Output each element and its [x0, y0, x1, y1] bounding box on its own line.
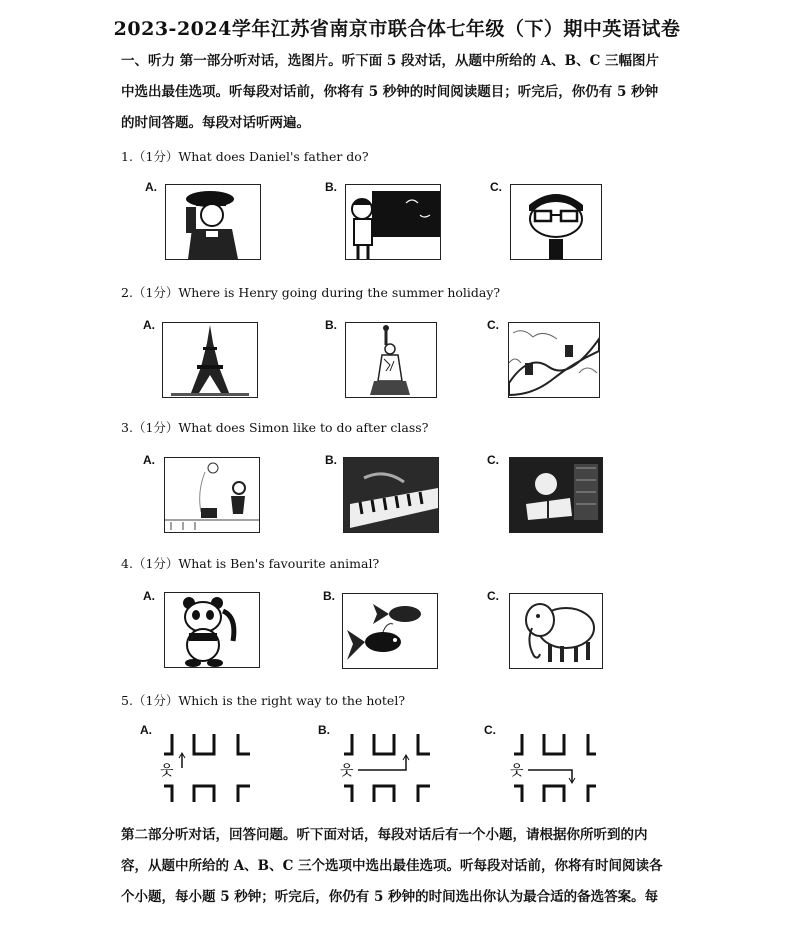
option-label: B. — [325, 318, 337, 332]
statue-of-liberty-icon[interactable] — [345, 322, 437, 398]
question-score: （1分） — [132, 285, 179, 300]
instruction-line: 中选出最佳选项。听每段对话前，你将有 5 秒钟的时间阅读题目；听完后，你仍有 5 秒钟 — [121, 84, 659, 100]
option-label: B. — [318, 723, 330, 737]
police-officer-icon[interactable] — [165, 184, 261, 260]
page-title: 2023-2024学年江苏省南京市联合体七年级（下）期中英语试卷 — [113, 18, 681, 40]
question-text: What does Daniel's father do? — [178, 149, 369, 164]
section1-instructions — [121, 46, 681, 139]
panda-icon[interactable] — [164, 592, 260, 668]
eiffel-tower-icon[interactable] — [162, 322, 258, 398]
instruction-line: 的时间答题。每段对话听两遍。 — [121, 115, 310, 131]
question-number: 3. — [121, 420, 133, 435]
option-label: A. — [145, 180, 157, 194]
question-text: Which is the right way to the hotel? — [178, 693, 406, 708]
reading-book-icon[interactable] — [509, 457, 603, 533]
goldfish-icon[interactable] — [342, 593, 438, 669]
svg-text:웃: 웃 — [340, 763, 354, 779]
teacher-at-blackboard-icon[interactable] — [345, 184, 441, 260]
great-wall-icon[interactable] — [508, 322, 600, 398]
question-score: （1分） — [132, 149, 179, 164]
question-score: （1分） — [132, 420, 179, 435]
option-label: A. — [143, 589, 155, 603]
option-label: A. — [140, 723, 152, 737]
instruction-line: 第二部分听对话，回答问题。听下面对话，每段对话后有一个小题，请根据你所听到的内 — [121, 827, 648, 843]
option-label: C. — [487, 318, 499, 332]
playing-piano-icon[interactable] — [343, 457, 439, 533]
question-text: What does Simon like to do after class? — [178, 420, 429, 435]
section2-instructions — [121, 820, 681, 913]
option-label: B. — [323, 589, 335, 603]
svg-text:웃: 웃 — [510, 763, 524, 779]
playing-outside-icon[interactable] — [164, 457, 260, 533]
question-number: 4. — [121, 556, 133, 571]
instruction-line: 一、听力 第一部分听对话，选图片。听下面 5 段对话，从题中所给的 A、B、C 三幅图片 — [121, 53, 660, 69]
question-4 — [121, 554, 379, 572]
option-label: B. — [325, 453, 337, 467]
question-2 — [121, 283, 500, 301]
option-label: A. — [143, 453, 155, 467]
option-label: C. — [490, 180, 502, 194]
route-map-b-icon[interactable] — [330, 730, 440, 810]
option-label: C. — [487, 589, 499, 603]
elephant-icon[interactable] — [509, 593, 603, 669]
question-number: 2. — [121, 285, 133, 300]
question-number: 1. — [121, 149, 133, 164]
instruction-line: 个小题，每小题 5 秒钟；听完后，你仍有 5 秒钟的时间选出你认为最合适的备选答案。每 — [121, 889, 659, 905]
question-text: Where is Henry going during the summer holiday? — [178, 285, 501, 300]
option-label: C. — [487, 453, 499, 467]
option-label: B. — [325, 180, 337, 194]
option-label: C. — [484, 723, 496, 737]
option-label: A. — [143, 318, 155, 332]
question-score: （1分） — [132, 693, 179, 708]
question-number: 5. — [121, 693, 133, 708]
route-map-c-icon[interactable] — [500, 730, 600, 810]
question-3 — [121, 418, 428, 436]
man-with-glasses-icon[interactable] — [510, 184, 602, 260]
instruction-line: 容，从题中所给的 A、B、C 三个选项中选出最佳选项。听每段对话前，你将有时间阅读各 — [121, 858, 663, 874]
svg-text:웃: 웃 — [160, 763, 174, 779]
question-1 — [121, 147, 369, 165]
question-5 — [121, 691, 405, 709]
route-map-a-icon[interactable] — [150, 730, 260, 810]
question-score: （1分） — [132, 556, 179, 571]
question-text: What is Ben's favourite animal? — [178, 556, 380, 571]
